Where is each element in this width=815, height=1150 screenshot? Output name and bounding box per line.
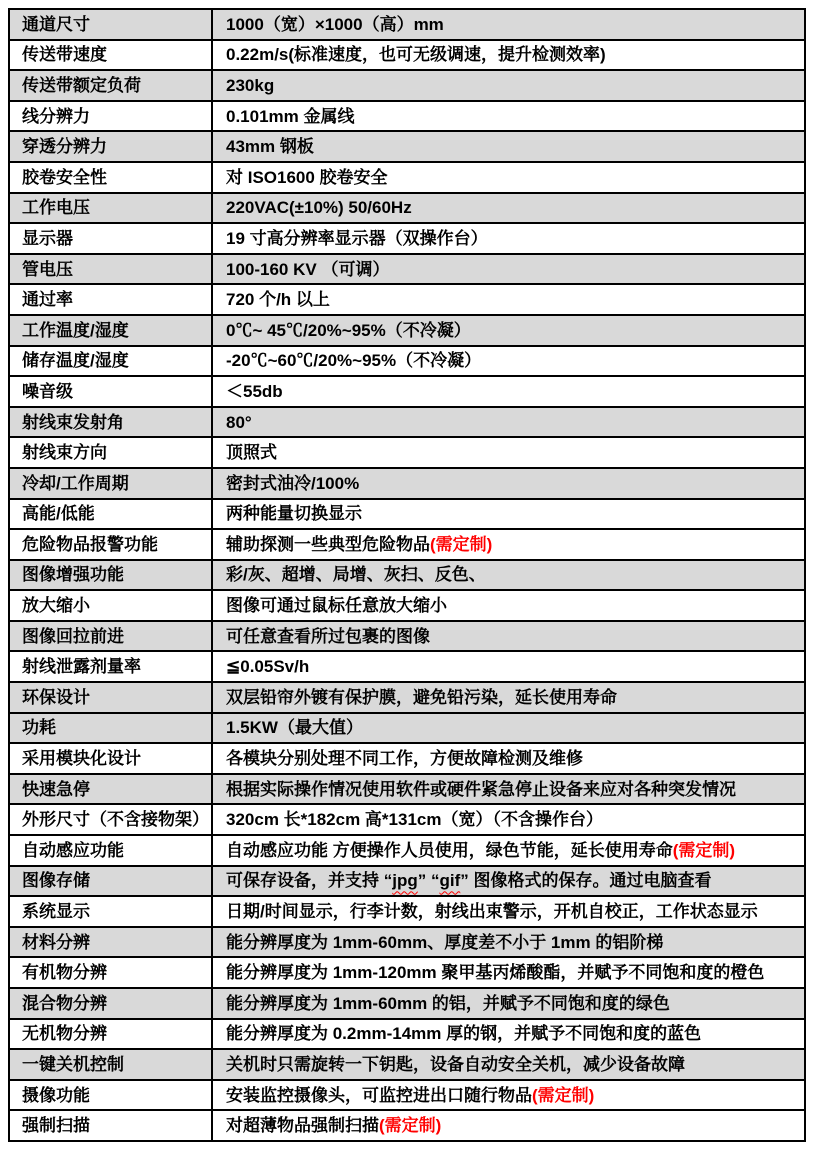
spec-value xyxy=(213,10,804,39)
table-row xyxy=(10,71,804,102)
table-row xyxy=(10,500,804,531)
spec-label: 储存温度/湿度 xyxy=(10,347,213,376)
spec-value xyxy=(213,958,804,987)
spec-value-text: ≦0.05Sv/h xyxy=(226,657,310,677)
table-row xyxy=(10,1081,804,1112)
spec-value xyxy=(213,377,804,406)
spec-label: 环保设计 xyxy=(10,683,213,712)
spec-value-text: 图像可通过鼠标任意放大缩小 xyxy=(226,596,447,616)
spec-label: 自动感应功能 xyxy=(10,836,213,865)
spec-label: 采用模块化设计 xyxy=(10,744,213,773)
spec-value xyxy=(213,285,804,314)
spec-label: 噪音级 xyxy=(10,377,213,406)
spec-value-text: 辅助探测一些典型危险物品 xyxy=(226,534,430,554)
spec-label: 外形尺寸（不含接物架） xyxy=(10,805,213,834)
spec-value-text: 80° xyxy=(226,412,252,432)
table-row xyxy=(10,744,804,775)
spec-label: 图像存储 xyxy=(10,867,213,896)
spec-value-text: 0.22m/s(标准速度，也可无级调速，提升检测效率) xyxy=(226,45,606,65)
table-row xyxy=(10,469,804,500)
spec-label: 无机物分辨 xyxy=(10,1020,213,1049)
spec-value xyxy=(213,194,804,223)
spec-value xyxy=(213,41,804,70)
spec-label: 传送带速度 xyxy=(10,41,213,70)
spec-value xyxy=(213,316,804,345)
table-row xyxy=(10,255,804,286)
table-row xyxy=(10,377,804,408)
spec-value xyxy=(213,71,804,100)
table-row xyxy=(10,683,804,714)
table-row xyxy=(10,775,804,806)
spec-value xyxy=(213,897,804,926)
table-row xyxy=(10,591,804,622)
spec-label: 工作温度/湿度 xyxy=(10,316,213,345)
spec-value-text: 可保存设备，并支持 “ xyxy=(226,871,393,891)
spec-label: 工作电压 xyxy=(10,194,213,223)
spec-value xyxy=(213,1020,804,1049)
spec-value xyxy=(213,928,804,957)
spec-value xyxy=(213,561,804,590)
spec-label: 强制扫描 xyxy=(10,1111,213,1140)
spec-value xyxy=(213,1050,804,1079)
spec-label: 放大缩小 xyxy=(10,591,213,620)
spec-label: 冷却/工作周期 xyxy=(10,469,213,498)
spec-value-text: 根据实际操作情况使用软件或硬件紧急停止设备来应对各种突发情况 xyxy=(226,779,736,799)
spec-value-text: 关机时只需旋转一下钥匙，设备自动安全关机，减少设备故障 xyxy=(226,1054,685,1074)
table-row xyxy=(10,347,804,378)
spec-value-text: 能分辨厚度为 1mm-60mm 的铝，并赋予不同饱和度的绿色 xyxy=(226,993,670,1013)
spec-value-note: (需定制) xyxy=(379,1116,442,1136)
spec-value-note: (需定制) xyxy=(672,840,736,860)
spec-value-text: 日期/时间显示，行李计数，射线出束警示，开机自校正，工作状态显示 xyxy=(226,902,758,922)
spec-label: 穿透分辨力 xyxy=(10,132,213,161)
spec-value-text: 对超薄物品强制扫描 xyxy=(226,1116,379,1136)
spec-value-text: 能分辨厚度为 1mm-120mm 聚甲基丙烯酸酯，并赋予不同饱和度的橙色 xyxy=(226,963,765,983)
spec-label: 功耗 xyxy=(10,714,213,743)
spec-value xyxy=(213,1111,804,1140)
spec-value xyxy=(213,469,804,498)
spec-value-note: (需定制) xyxy=(532,1085,595,1105)
spec-label: 射线束发射角 xyxy=(10,408,213,437)
table-row xyxy=(10,652,804,683)
spec-value xyxy=(213,867,804,896)
table-row xyxy=(10,163,804,194)
spec-value-text: 双层铅帘外镀有保护膜，避免铅污染，延长使用寿命 xyxy=(226,687,617,707)
spec-value-text: 230kg xyxy=(226,75,275,95)
spec-label: 通过率 xyxy=(10,285,213,314)
spec-label: 线分辨力 xyxy=(10,102,213,131)
spec-value xyxy=(213,132,804,161)
table-row xyxy=(10,928,804,959)
spec-label: 材料分辨 xyxy=(10,928,213,957)
spec-label: 混合物分辨 xyxy=(10,989,213,1018)
spec-label: 有机物分辨 xyxy=(10,958,213,987)
spec-value xyxy=(213,744,804,773)
spec-value-note: (需定制) xyxy=(430,534,493,554)
spec-value-spellcheck: jpg xyxy=(392,871,418,891)
spec-value-text: 密封式油冷/100% xyxy=(226,473,360,493)
spec-value xyxy=(213,163,804,192)
table-row xyxy=(10,408,804,439)
spec-value xyxy=(213,347,804,376)
table-row xyxy=(10,438,804,469)
spec-value-text: 自动感应功能 方便操作人员使用，绿色节能，延长使用寿命 xyxy=(226,840,673,860)
spec-value-text: 安装监控摄像头，可监控进出口随行物品 xyxy=(226,1085,532,1105)
spec-label: 一键关机控制 xyxy=(10,1050,213,1079)
spec-value-text: 19 寸高分辨率显示器（双操作台） xyxy=(226,228,488,248)
spec-value xyxy=(213,255,804,284)
spec-label: 通道尺寸 xyxy=(10,10,213,39)
spec-value xyxy=(213,438,804,467)
spec-value xyxy=(213,775,804,804)
spec-value xyxy=(213,1081,804,1110)
spec-value xyxy=(213,989,804,1018)
spec-value-text: 顶照式 xyxy=(226,443,277,463)
spec-value-text: 各模块分别处理不同工作，方便故障检测及维修 xyxy=(226,749,583,769)
table-row xyxy=(10,561,804,592)
spec-label: 管电压 xyxy=(10,255,213,284)
spec-value-text: 0℃~ 45℃/20%~95%（不冷凝） xyxy=(226,320,471,340)
spec-value-text: 220VAC(±10%) 50/60Hz xyxy=(226,198,412,218)
spec-value-text: -20℃~60℃/20%~95%（不冷凝） xyxy=(226,351,482,371)
spec-value-text: ” “ xyxy=(417,871,440,891)
spec-value xyxy=(213,714,804,743)
spec-value-text: 能分辨厚度为 0.2mm-14mm 厚的钢，并赋予不同饱和度的蓝色 xyxy=(226,1024,702,1044)
table-row xyxy=(10,41,804,72)
spec-label: 显示器 xyxy=(10,224,213,253)
spec-value-text: 1.5KW（最大值） xyxy=(226,718,363,738)
table-row xyxy=(10,714,804,745)
table-row xyxy=(10,530,804,561)
spec-label: 高能/低能 xyxy=(10,500,213,529)
table-row xyxy=(10,1050,804,1081)
spec-label: 传送带额定负荷 xyxy=(10,71,213,100)
spec-value-text: 对 ISO1600 胶卷安全 xyxy=(226,167,388,187)
table-row xyxy=(10,622,804,653)
spec-value xyxy=(213,836,804,865)
spec-value-text: 320cm 长*182cm 高*131cm（宽）（不含操作台） xyxy=(226,810,603,830)
spec-value-text: 720 个/h 以上 xyxy=(226,290,330,310)
spec-value xyxy=(213,408,804,437)
table-row xyxy=(10,1111,804,1140)
spec-value-text: 43mm 钢板 xyxy=(226,137,314,157)
spec-value-text: 两种能量切换显示 xyxy=(226,504,362,524)
spec-value xyxy=(213,102,804,131)
spec-label: 图像回拉前进 xyxy=(10,622,213,651)
spec-value-text: ” 图像格式的保存。通过电脑查看 xyxy=(460,871,712,891)
spec-label: 快速急停 xyxy=(10,775,213,804)
table-row xyxy=(10,316,804,347)
spec-label: 射线束方向 xyxy=(10,438,213,467)
spec-value-spellcheck: gif xyxy=(439,871,461,891)
table-row xyxy=(10,1020,804,1051)
spec-label: 胶卷安全性 xyxy=(10,163,213,192)
spec-value xyxy=(213,224,804,253)
spec-value xyxy=(213,591,804,620)
table-row xyxy=(10,958,804,989)
spec-value xyxy=(213,652,804,681)
spec-value xyxy=(213,805,804,834)
spec-label: 射线泄露剂量率 xyxy=(10,652,213,681)
table-row xyxy=(10,10,804,41)
table-row xyxy=(10,867,804,898)
spec-value-text: 0.101mm 金属线 xyxy=(226,106,355,126)
spec-table xyxy=(8,8,806,1142)
table-row xyxy=(10,897,804,928)
spec-label: 系统显示 xyxy=(10,897,213,926)
spec-value xyxy=(213,500,804,529)
spec-label: 危险物品报警功能 xyxy=(10,530,213,559)
spec-value xyxy=(213,622,804,651)
spec-value-text: 彩/灰、超增、局增、灰扫、反色、 xyxy=(226,565,486,585)
spec-value xyxy=(213,530,804,559)
table-row xyxy=(10,836,804,867)
table-row xyxy=(10,194,804,225)
table-row xyxy=(10,224,804,255)
spec-value-text: 1000（宽）×1000（高）mm xyxy=(226,14,444,34)
spec-value-text: 100-160 KV （可调） xyxy=(226,259,390,279)
table-row xyxy=(10,285,804,316)
spec-label: 图像增强功能 xyxy=(10,561,213,590)
spec-label: 摄像功能 xyxy=(10,1081,213,1110)
spec-value-text: ＜55db xyxy=(226,381,283,401)
spec-value-text: 能分辨厚度为 1mm-60mm、厚度差不小于 1mm 的铝阶梯 xyxy=(226,932,664,952)
table-row xyxy=(10,132,804,163)
table-row xyxy=(10,102,804,133)
spec-value xyxy=(213,683,804,712)
spec-value-text: 可任意查看所过包裹的图像 xyxy=(226,626,430,646)
table-row xyxy=(10,989,804,1020)
table-row xyxy=(10,805,804,836)
